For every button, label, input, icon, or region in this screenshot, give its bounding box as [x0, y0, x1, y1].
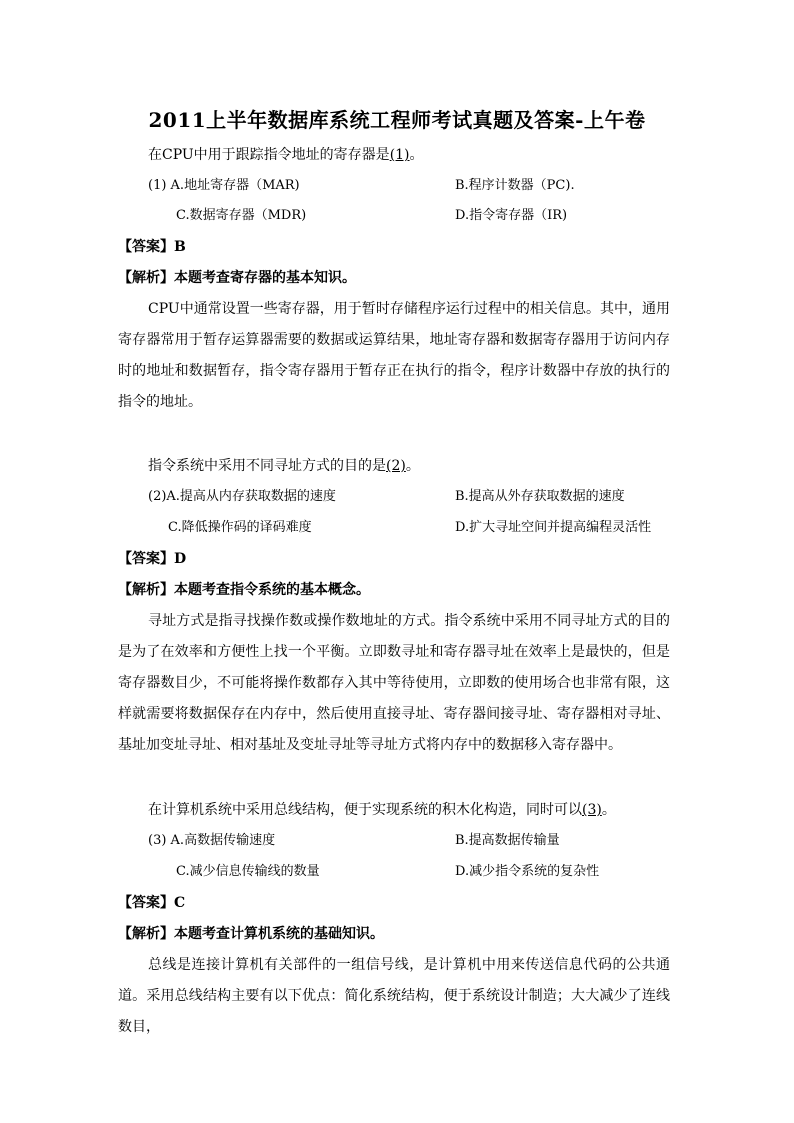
question-2-option-b: B.提高从外存获取数据的速度 — [455, 489, 625, 504]
question-1-option-c: C.数据寄存器（MDR) — [176, 208, 307, 223]
question-3-analysis-heading: 【解析】本题考查计算机系统的基础知识。 — [118, 926, 384, 942]
question-1-analysis-heading: 【解析】本题考查寄存器的基本知识。 — [118, 270, 356, 286]
question-2-option-c: C.降低操作码的译码难度 — [168, 520, 312, 535]
question-3-stem: 在计算机系统中采用总线结构，便于实现系统的积木化构造，同时可以(3)。 — [148, 802, 616, 818]
question-3-explanation: 总线是连接计算机有关部件的一组信号线，是计算机中用来传送信息代码的公共通道。采用总线结构主要有以下优点：简化系统结构，便于系统设计制造；大大减少了连线数目， — [118, 957, 670, 1035]
question-2-blank: (2) — [386, 458, 406, 474]
question-3-answer: 【答案】C — [118, 895, 186, 911]
question-3-option-d: D.减少指令系统的复杂性 — [455, 864, 600, 879]
question-1-option-a: (1) A.地址寄存器（MAR) — [148, 178, 300, 193]
question-2-answer: 【答案】D — [118, 551, 187, 567]
question-2-stem: 指令系统中采用不同寻址方式的目的是(2)。 — [148, 458, 420, 474]
question-3-option-b: B.提高数据传输量 — [455, 833, 560, 848]
question-3-blank: (3) — [582, 802, 602, 818]
question-1-blank: (1) — [389, 147, 410, 163]
page-title: 2011上半年数据库系统工程师考试真题及答案-上午卷 — [148, 108, 646, 132]
question-2-analysis-heading: 【解析】本题考查指令系统的基本概念。 — [118, 582, 370, 598]
question-1-option-d: D.指令寄存器（IR) — [455, 208, 568, 223]
question-3-option-c: C.减少信息传输线的数量 — [176, 864, 320, 879]
question-2-explanation: 寻址方式是指寻找操作数或操作数地址的方式。指令系统中采用不同寻址方式的目的是为了在效率和方便性上找一个平衡。立即数寻址和寄存器寻址在效率上是最快的，但是寄存器数目少，不可能将操作数都存入其中等待使用，立即数的使用场合也非常有限，这样就需要将数据保存在内存中，然后使用直接寻址、寄存器间接寻址、寄存器相对寻址、基址加变址寻址、相对基址及变址寻址等寻址方式将内存中的数据移入寄存器中。 — [118, 613, 670, 753]
question-3-option-a: (3) A.高数据传输速度 — [148, 833, 276, 848]
question-2-option-d: D.扩大寻址空间并提高编程灵活性 — [455, 520, 652, 535]
question-1-option-b: B.程序计数器（PC). — [455, 178, 575, 193]
question-2-option-a: (2)A.提高从内存获取数据的速度 — [148, 489, 336, 504]
question-1-answer: 【答案】B — [118, 239, 186, 255]
question-1-explanation: CPU中通常设置一些寄存器，用于暂时存储程序运行过程中的相关信息。其中，通用寄存器常用于暂存运算器需要的数据或运算结果，地址寄存器和数据寄存器用于访问内存时的地址和数据暂存，指令寄存器用于暂存正在执行的指令，程序计数器中存放的执行的指令的地址。 — [118, 301, 670, 410]
question-1-stem: 在CPU中用于跟踪指令地址的寄存器是(1)。 — [148, 147, 424, 163]
